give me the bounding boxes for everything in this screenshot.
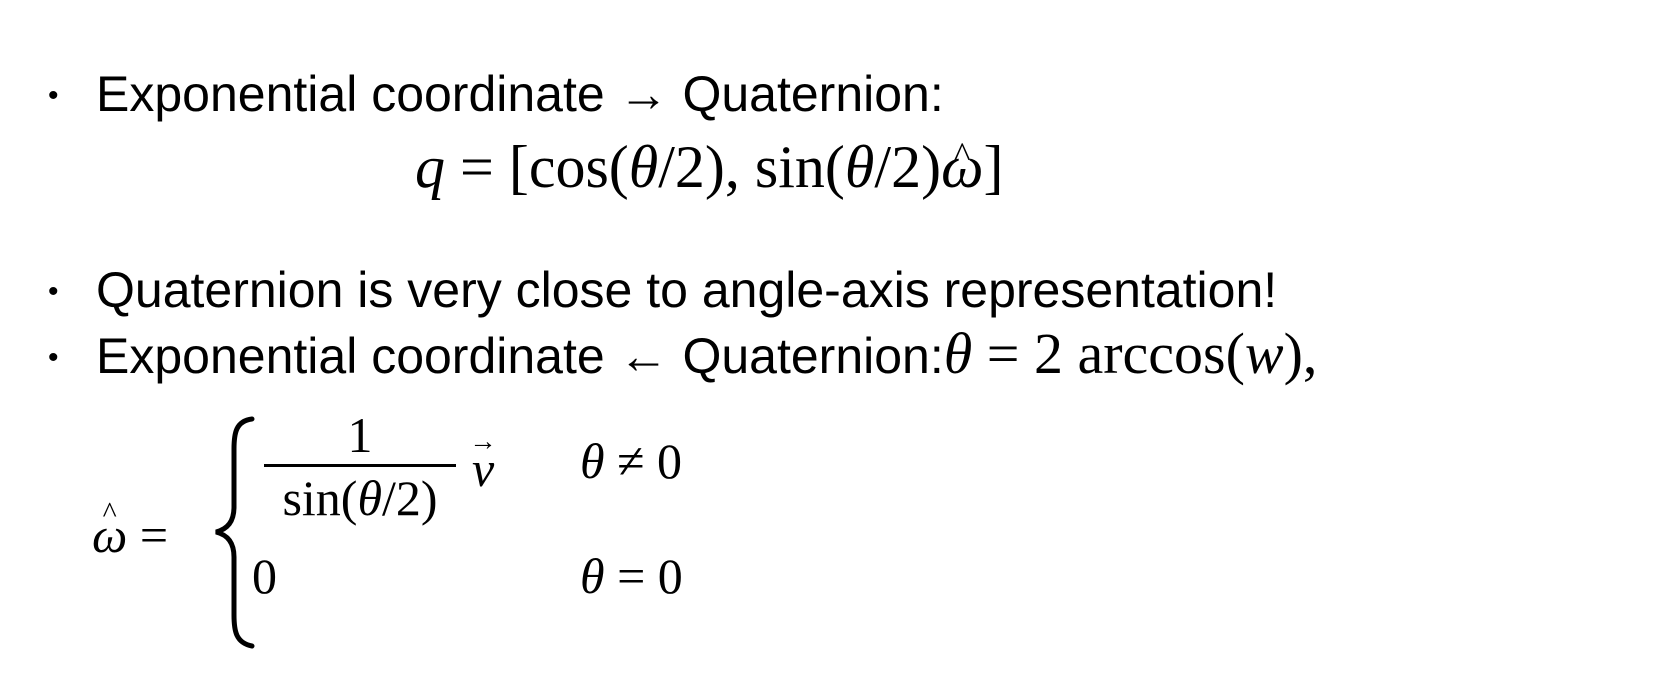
quaternion-equation [415, 132, 1003, 202]
cond-theta: θ [580, 548, 605, 604]
eq-part: ] [983, 134, 1004, 200]
omega-lhs [92, 506, 168, 564]
bullet-text: Exponential coordinate → Quaternion: [96, 66, 944, 122]
den-part: /2) [382, 470, 438, 526]
cond-theta: θ [580, 433, 605, 489]
den-part: sin( [282, 470, 358, 526]
bullet-text: Quaternion is very close to angle-axis representation! [96, 262, 1278, 318]
fraction-bar [264, 464, 456, 467]
eq-omega-hat: ^ ω [941, 132, 983, 202]
eq-part: = [cos( [445, 134, 629, 200]
bullet-quat-to-exp [48, 321, 1318, 388]
bullet-text: Exponential coordinate ← Quaternion: [96, 328, 944, 384]
den-theta: θ [357, 470, 382, 526]
bullet-dot: • [48, 79, 59, 112]
eq-part: /2) [874, 134, 942, 200]
eq-theta: θ [628, 134, 659, 200]
condition-zero [580, 547, 683, 605]
eq-part: /2), sin( [658, 134, 845, 200]
omega-equals: = [127, 507, 169, 563]
bullet-dot: • [48, 341, 59, 374]
omega-hat-symbol: ^ ω [92, 506, 127, 564]
theta-close: ), [1283, 321, 1318, 386]
bullet-dot: • [48, 275, 59, 308]
bullet-exp-to-quat [48, 64, 944, 126]
case-zero-value: 0 [252, 548, 277, 604]
theta-rhs: = 2 arccos( [972, 321, 1245, 386]
vector-v: → v [472, 440, 494, 498]
w-symbol: w [1244, 321, 1284, 386]
condition-nonzero [580, 432, 682, 490]
fraction-numerator: 1 [347, 407, 373, 463]
eq-theta: θ [844, 134, 875, 200]
omega-piecewise [92, 407, 792, 660]
cond-rel: ≠ 0 [604, 433, 683, 489]
eq-q: q [415, 134, 445, 200]
fraction [260, 407, 460, 526]
bullet-angle-axis [48, 260, 1277, 322]
theta-symbol: θ [943, 321, 973, 386]
theta-formula [944, 321, 1318, 386]
left-brace-icon [212, 415, 256, 650]
fraction-denominator [260, 471, 460, 526]
cond-rel: = 0 [604, 548, 683, 604]
